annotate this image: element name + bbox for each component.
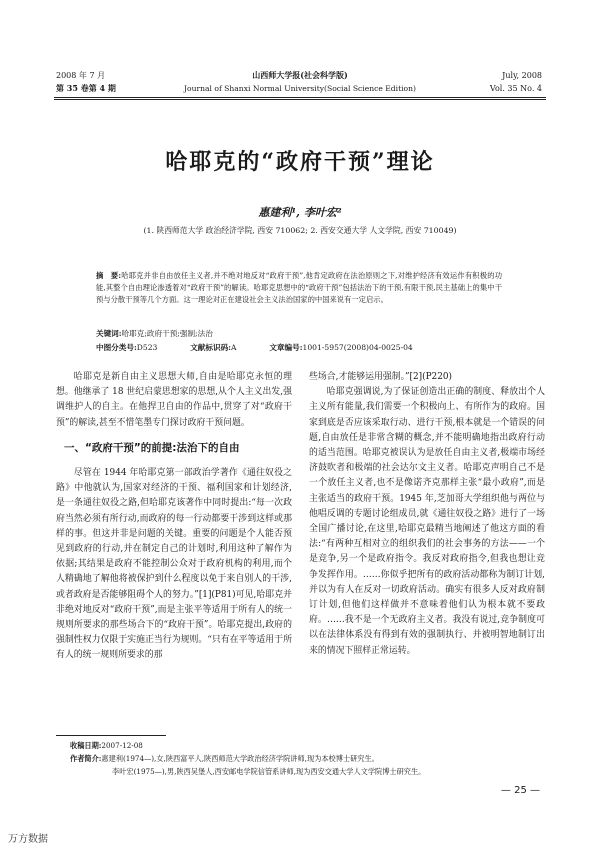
article-authors: 惠建利¹, 李叶宏² xyxy=(258,206,342,219)
header-date-en: July, 2008 xyxy=(502,71,542,80)
header-rule-thin xyxy=(54,99,546,100)
section-heading: 一、“政府干预”的前提:法治下的自由 xyxy=(64,441,240,454)
clc-label: 中图分类号: xyxy=(96,343,137,352)
bio-text-1: 惠建利(1974—),女,陕西富平人,陕西师范大学政治经济学院讲师,现为本校博士研究生。 xyxy=(101,754,379,763)
doc-code-value: A xyxy=(231,343,237,352)
keywords-label: 关键词: xyxy=(96,329,122,338)
watermark: 万方数据 xyxy=(8,834,48,845)
author-bio-2: 李叶宏(1975—),男,陕西吴堡人,西安邮电学院信管系讲师,现为西安交通大学人文学院博士研究生。 xyxy=(112,767,426,776)
header-volume-en: Vol. 35 No. 4 xyxy=(489,84,542,93)
header-journal-cn: 山西师大学报(社会科学版) xyxy=(252,70,348,80)
intro-paragraph: 哈耶克是新自由主义思想大师,自由是哈耶克永恒的理想。他继承了 18 世纪启蒙思想家的思想,从个人主义出发,强调维护人的自主。在他捍卫自由的作品中,贯穿了对“政府干预”的解读,甚至不惜笔墨专门探讨政府干预问题。 xyxy=(56,372,292,428)
author-bio-1 xyxy=(70,753,379,766)
left-column xyxy=(56,370,292,664)
page-number: — 25 — xyxy=(500,785,540,796)
classification-line xyxy=(96,342,413,354)
right-column xyxy=(309,370,545,659)
abstract-text: 哈耶克并非自由放任主义者,并不绝对地反对“政府干预”,他肯定政府在法治原则之下,对维护经济有效运作有积极的功能,其整个自由理论渗透着对“政府干预”的解读。哈耶克思想中的“政府干预”包括法治下的干预,有限干预,民主基础上的集中干预与分散干预等几个方面。这一理论对正在建设社会主义法治国家的中国来说有一定启示。 xyxy=(96,271,502,304)
header-journal-en: Journal of Shanxi Normal University(Social Science Edition) xyxy=(183,84,416,93)
header-rule xyxy=(54,97,546,98)
bio-label: 作者简介: xyxy=(70,754,102,763)
header-date: 2008 年 7 月 xyxy=(56,71,106,80)
article-id-value: 1001-5957(2008)04-0025-04 xyxy=(302,343,413,352)
received-value: 2007-12-08 xyxy=(101,741,143,750)
header-volume: 第 35 卷第 4 期 xyxy=(56,83,116,93)
abstract-label: 摘 要: xyxy=(96,271,122,280)
clc-value: D523 xyxy=(136,343,158,352)
abstract xyxy=(96,270,502,306)
doc-code-label: 文献标识码: xyxy=(190,343,231,352)
received-date xyxy=(70,740,143,753)
article-id-label: 文章编号: xyxy=(269,343,303,352)
section-paragraph: 尽管在 1944 年哈耶克第一部政治学著作《通往奴役之路》中他就认为,国家对经济的干预、福利国家和计划经济,是一条通往奴役之路,但哈耶克该著作中同时提出:“每一次政府当然必须有所行动,而政府的每一行动都要干涉到这样或那样的事。但这并非是问题的关键。重要的问题是个人能否预见到政府的行动,并在制定自己的计划时,利用这种了解作为依据;其结果是政府不能控制公众对于政府机构的利用,而个人精确地了解他将被保护到什么程度以免于来自别人的干涉,或者政府是否能够阻碍个人的努力。”[1](P81)可见,哈耶克并非绝对地反对“政府干预”,而是主张平等适用于所有人的统一规则所要求的那些场合下的“政府干预”。哈耶克提出,政府的强制性权力仅限于实施正当行为规则。“只有在平等适用于所有人的统一规则所要求的那 xyxy=(56,468,292,661)
keywords xyxy=(96,328,213,340)
article-affiliation: (1. 陕西师范大学 政治经济学院, 西安 710062; 2. 西安交通大学 人文学院, 西安 710049) xyxy=(143,226,457,235)
keywords-text: 哈耶克;政府干预;强制;法治 xyxy=(121,329,213,338)
article-title: 哈耶克的“政府干预”理论 xyxy=(165,149,435,175)
right-paragraph-2: 哈耶克强调说,为了保证创造出正确的制度、释放出个人主义所有能量,我们需要一个积极向上、有所作为的政府。国家到底是否应该采取行动、进行干预,根本就是一个错误的问题,自由放任是非常含糊的概念,并不能明确地指出政府行动的适当范围。哈耶克被误认为是放任自由主义者,极端市场经济鼓吹者和极端的社会达尔文主义者。哈耶克声明自己不是一个放任主义者,也不是像诺齐克那样主张“最小政府”,而是主张适当的政府干预。1945 年,芝加哥大学组织他与两位与他唱反调的专题讨论组成员,就《通往奴役之路》进行了一场全国广播讨论,在这里,哈耶克最精当地阐述了他这方面的看法:“有两种互相对立的组织我们的社会事务的方法——一个是竞争,另一个是政府指令。我反对政府指令,但我也想让竞争发挥作用。……你似乎把所有的政府活动都称为制订计划,并以为有人在反对一切政府活动。确实有很多人反对政府制订计划,但他们这样做并不意味着他们认为根本就不要政府。……我不是一个无政府主义者。我没有说过,竞争制度可以在法律体系没有得到有效的强制执行、并被明智地制订出来的情况下照样正常运转。 xyxy=(309,387,545,656)
right-paragraph-1: 些场合,才能够运用强制。”[2](P220) xyxy=(309,372,452,382)
received-label: 收稿日期: xyxy=(70,741,102,750)
footnote-rule xyxy=(56,735,166,736)
